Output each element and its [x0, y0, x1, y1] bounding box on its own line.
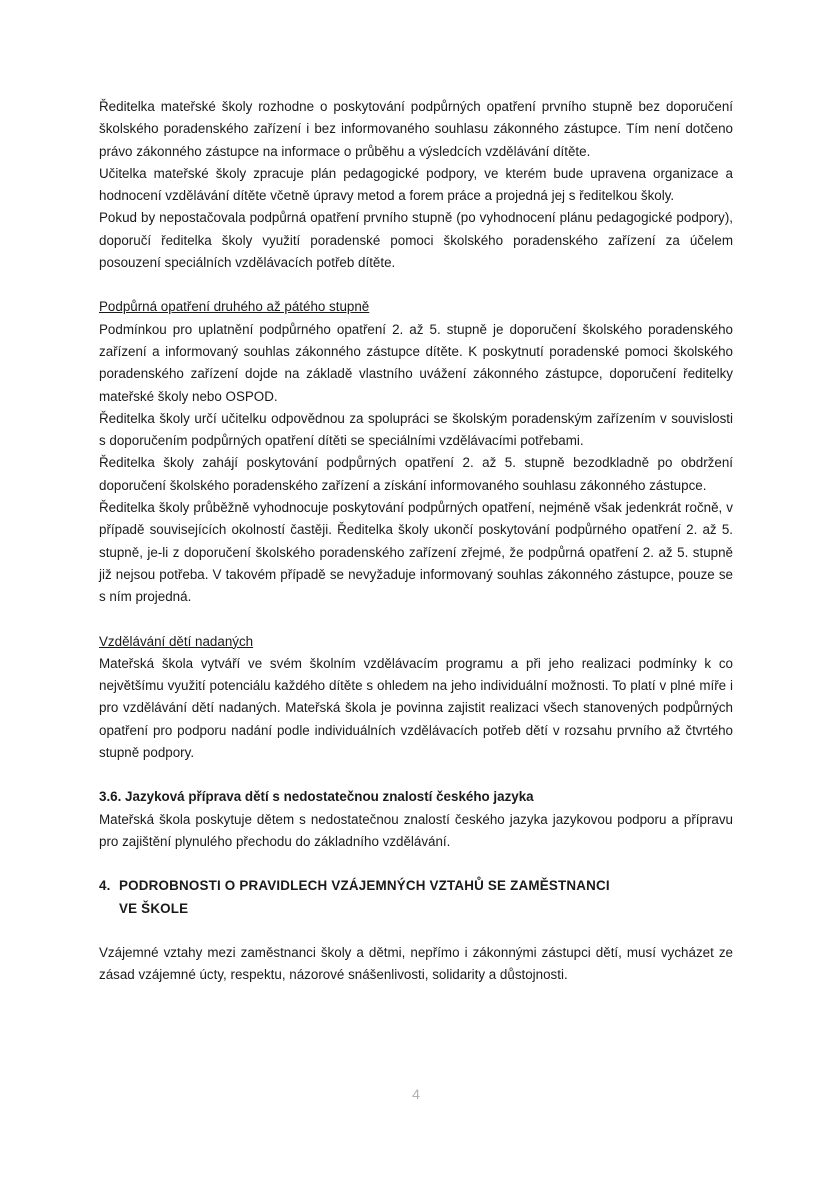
spacer: [99, 764, 733, 786]
section-heading-gifted-children: Vzdělávání dětí nadaných: [99, 633, 254, 649]
spacer: [99, 853, 733, 875]
chapter-number: 4.: [99, 878, 111, 894]
paragraph-first-stage-decision: Ředitelka mateřské školy rozhodne o poskytování podpůrných opatření prvního stupně bez doporučení školského poradenského zařízení i bez informovaného souhlasu zákonného zástupce. Tím není dotčeno právo zákonného zástupce na informace o průběhu a výsledcích vzdělávání dítěte.: [99, 99, 733, 159]
spacer: [99, 274, 733, 296]
chapter-heading-continuation: VE ŠKOLE: [119, 900, 189, 916]
spacer: [99, 609, 733, 631]
section-heading-language-preparation: 3.6. Jazyková příprava dětí s nedostatečnou znalostí českého jazyka: [99, 789, 534, 805]
paragraph-evaluation-of-measures: Ředitelka školy průběžně vyhodnocuje poskytování podpůrných opatření, nejméně však jedenkrát ročně, v případě souvisejících okolností častěji. Ředitelka školy ukončí poskytování podpůrného opatření 2. až 5. stupně, je-li z doporučení školského poradenského zařízení zřejmé, že podpůrná opatření 2. až 5. stupně již nejsou potřeba. V takovém případě se nevyžaduje informovaný souhlas zákonného zástupce, pouze se s ním projedná.: [99, 500, 733, 605]
paragraph-gifted-children: Mateřská škola vytváří ve svém školním vzdělávacím programu a při jeho realizaci podmínky k co největšímu využití potenciálu každého dítěte s ohledem na jeho individuální možnosti. To platí v plné míře i pro vzdělávání dětí nadaných. Mateřská škola je povinna zajistit realizaci všech stanovených podpůrných opatření pro podporu nadání podle individuálních vzdělávacích potřeb dětí v rozsahu prvního až čtvrtého stupně podpory.: [99, 655, 733, 761]
paragraph-start-of-measures: Ředitelka školy zahájí poskytování podpůrných opatření 2. až 5. stupně bezodkladně po obdržení doporučení školského poradenského zařízení a získání informovaného souhlasu zákonného zástupce.: [99, 455, 733, 493]
spacer: [99, 920, 733, 942]
paragraph-mutual-relations: Vzájemné vztahy mezi zaměstnanci školy a dětmi, nepřímo i zákonnými zástupci dětí, musí vycházet ze zásad vzájemné úcty, respektu, názorové snášenlivosti, solidarity a důstojnosti.: [99, 944, 733, 983]
paragraph-language-preparation: Mateřská škola poskytuje dětem s nedostatečnou znalostí českého jazyka jazykovou podporu a přípravu pro zajištění plynulého přechodu do základního vzdělávání.: [99, 811, 733, 849]
page-number: 4: [412, 1086, 420, 1102]
paragraph-condition: Podmínkou pro uplatnění podpůrného opatření 2. až 5. stupně je doporučení školského poradenského zařízení a informovaný souhlas zákonného zástupce dítěte. K poskytnutí poradenské pomoci školského poradenského zařízení dojde na základě vlastního uvážení zákonného zástupce, doporučení ředitelky mateřské školy nebo OSPOD.: [99, 321, 733, 404]
chapter-heading: [99, 875, 733, 897]
paragraph-responsible-teacher: Ředitelka školy určí učitelku odpovědnou za spolupráci se školským poradenským zařízením v souvislosti s doporučením podpůrných opatření dítěti se speciálními vzdělávacími potřebami.: [99, 410, 733, 449]
section-heading-second-to-fifth-stage: Podpůrná opatření druhého až pátého stupně: [99, 299, 370, 315]
paragraph-pedagogical-support-plan: Učitelka mateřské školy zpracuje plán pedagogické podpory, ve kterém bude upravena organizace a hodnocení vzdělávání dítěte včetně úpravy metod a forem práce a projedná jej s ředitelkou školy.: [99, 165, 733, 204]
chapter-title-line1: PODROBNOSTI O PRAVIDLECH VZÁJEMNÝCH VZTAHŮ SE ZAMĚSTNANCI: [119, 878, 610, 894]
paragraph-insufficient-support: Pokud by nepostačovala podpůrná opatření prvního stupně (po vyhodnocení plánu pedagogické podpory), doporučí ředitelka školy využití poradenské pomoci školského poradenského zařízení za účelem posouzení speciálních vzdělávacích potřeb dítěte.: [99, 210, 733, 271]
document-page: [99, 96, 733, 986]
